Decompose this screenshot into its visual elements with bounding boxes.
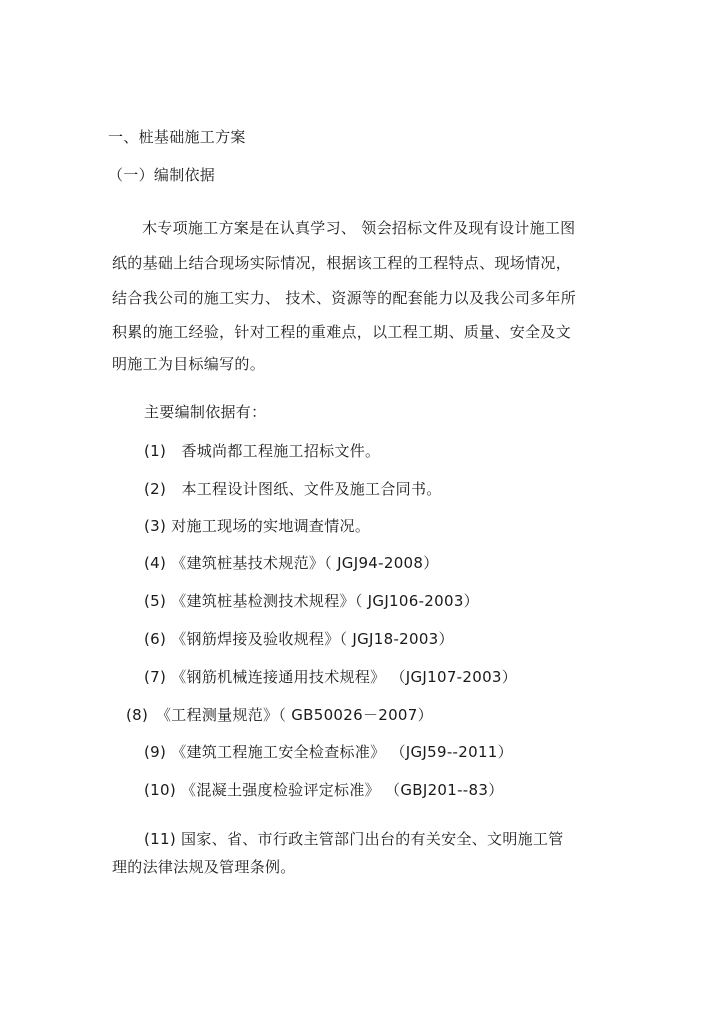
intro-line-3: 结合我公司的施工实力、 技术、资源等的配套能力以及我公司多年所 (112, 289, 577, 307)
section-title: 一、桩基础施工方案 (108, 128, 246, 146)
basis-item-9: (9) 《建筑工程施工安全检查标准》 （JGJ59--2011） (144, 743, 513, 761)
basis-item-5: (5) 《建筑桩基检测技术规程》（ JGJ106-2003） (144, 592, 479, 610)
basis-item-4: (4) 《建筑桩基技术规范》（ JGJ94-2008） (144, 554, 439, 572)
basis-item-10: (10) 《混凝土强度检验评定标准》 （GBJ201--83） (144, 781, 504, 799)
basis-item-11-line-2: 理的法律法规及管理条例。 (112, 858, 296, 876)
basis-item-7: (7) 《钢筋机械连接通用技术规程》 （JGJ107-2003） (144, 668, 518, 686)
basis-heading: 主要编制依据有： (144, 403, 267, 421)
basis-item-8: (8) 《工程测量规范》（ GB50026－2007） (126, 706, 433, 724)
basis-item-6: (6) 《钢筋焊接及验收规程》（ JGJ18-2003） (144, 630, 454, 648)
intro-line-4: 积累的施工经验，针对工程的重难点，以工程工期、质量、安全及文 (112, 323, 572, 341)
basis-item-11-line-1: (11) 国家、省、市行政主管部门出台的有关安全、文明施工管 (144, 830, 564, 848)
basis-item-2: (2) 本工程设计图纸、文件及施工合同书。 (144, 480, 442, 498)
basis-item-3: (3) 对施工现场的实地调查情况。 (144, 517, 371, 535)
intro-line-5: 明施工为目标编写的。 (112, 355, 266, 373)
intro-line-2: 纸的基础上结合现场实际情况，根据该工程的工程特点、现场情况， (112, 254, 572, 272)
intro-line-1: 木专项施工方案是在认真学习、 领会招标文件及现有设计施工图 (142, 219, 576, 237)
subsection-title: （一）编制依据 (108, 166, 216, 184)
basis-item-1: (1) 香城尚都工程施工招标文件。 (144, 442, 381, 460)
